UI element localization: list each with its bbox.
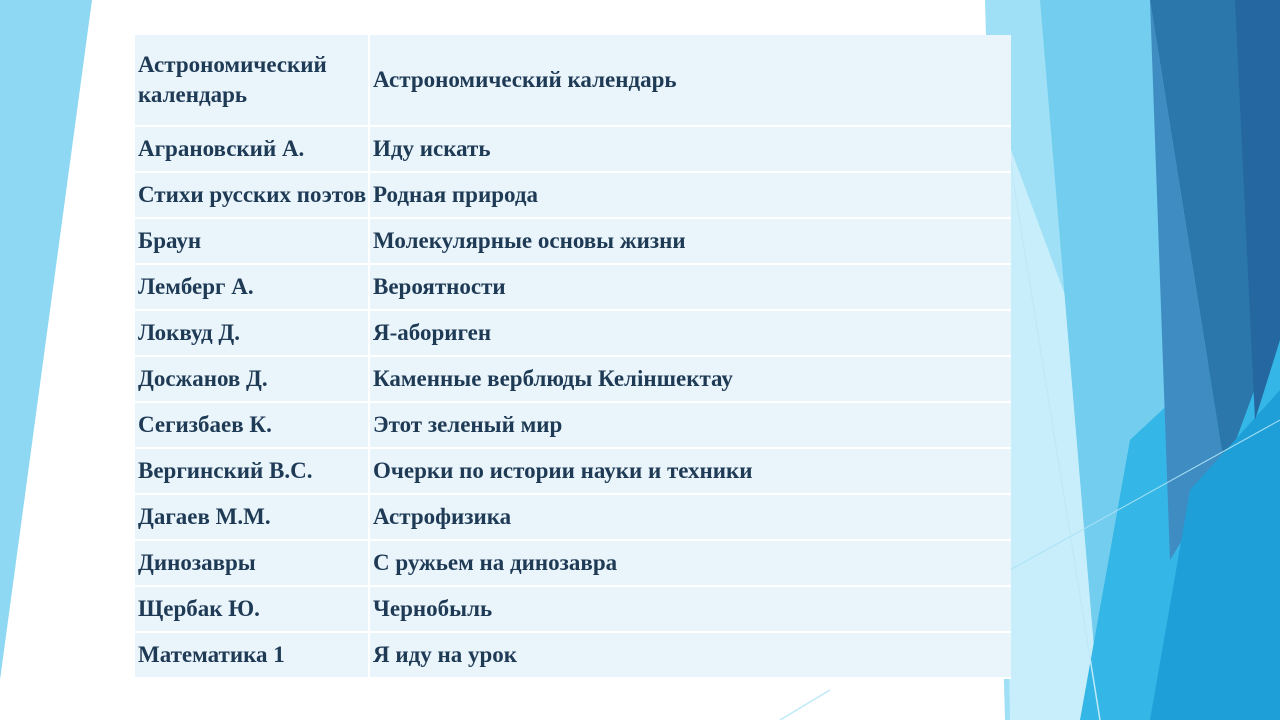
author-cell: Локвуд Д. xyxy=(135,310,369,356)
table-row xyxy=(135,586,1011,632)
title-cell: Иду искать xyxy=(369,126,1011,172)
book-list-table xyxy=(135,35,1011,679)
table-row xyxy=(135,218,1011,264)
author-cell: Астрономический календарь xyxy=(135,35,369,126)
facet-line-2 xyxy=(780,690,830,720)
table-row xyxy=(135,402,1011,448)
title-cell: Астрономический календарь xyxy=(369,35,1011,126)
title-cell: С ружьем на динозавра xyxy=(369,540,1011,586)
author-cell: Браун xyxy=(135,218,369,264)
title-cell: Каменные верблюды Келiншектау xyxy=(369,356,1011,402)
author-cell: Лемберг А. xyxy=(135,264,369,310)
table-row xyxy=(135,264,1011,310)
title-cell: Чернобыль xyxy=(369,586,1011,632)
title-cell: Я иду на урок xyxy=(369,632,1011,678)
table-row xyxy=(135,494,1011,540)
title-cell: Молекулярные основы жизни xyxy=(369,218,1011,264)
author-cell: Вергинский В.С. xyxy=(135,448,369,494)
table-row xyxy=(135,172,1011,218)
table-row xyxy=(135,632,1011,678)
table-row xyxy=(135,356,1011,402)
title-cell: Родная природа xyxy=(369,172,1011,218)
title-cell: Вероятности xyxy=(369,264,1011,310)
author-cell: Динозавры xyxy=(135,540,369,586)
table-row xyxy=(135,35,1011,126)
title-cell: Астрофизика xyxy=(369,494,1011,540)
author-cell: Дагаев М.М. xyxy=(135,494,369,540)
title-cell: Этот зеленый мир xyxy=(369,402,1011,448)
table-row xyxy=(135,540,1011,586)
author-cell: Математика 1 xyxy=(135,632,369,678)
table-row xyxy=(135,310,1011,356)
table-row xyxy=(135,448,1011,494)
table-row xyxy=(135,126,1011,172)
author-cell: Щербак Ю. xyxy=(135,586,369,632)
author-cell: Сегизбаев К. xyxy=(135,402,369,448)
author-cell: Досжанов Д. xyxy=(135,356,369,402)
author-cell: Аграновский А. xyxy=(135,126,369,172)
title-cell: Очерки по истории науки и техники xyxy=(369,448,1011,494)
left-facet-shape xyxy=(0,0,92,680)
author-cell: Стихи русских поэтов xyxy=(135,172,369,218)
title-cell: Я-абориген xyxy=(369,310,1011,356)
